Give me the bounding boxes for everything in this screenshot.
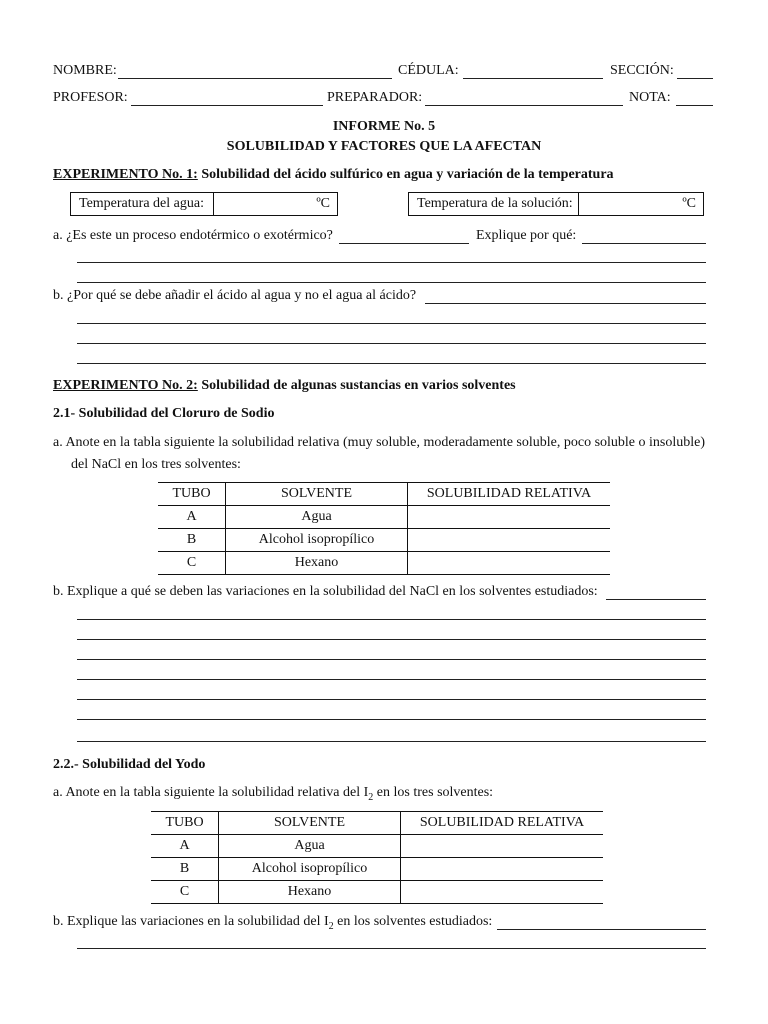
exp1-label: EXPERIMENTO No. 1: [53, 167, 198, 182]
answer-line[interactable] [77, 343, 706, 344]
profesor-label: PROFESOR: [53, 90, 128, 105]
solubilidad-input-cell[interactable] [401, 835, 604, 858]
exp1-explain-label: Explique por qué: [476, 228, 577, 243]
answer-line[interactable] [77, 659, 706, 660]
column-header-solubilidad: SOLUBILIDAD RELATIVA [401, 812, 604, 835]
column-header-solvente: SOLVENTE [226, 483, 408, 506]
water-temp-label: Temperatura del agua: [71, 193, 214, 215]
water-temp-box [70, 192, 338, 216]
table-header-row [151, 812, 603, 835]
water-temp-unit: ºC [316, 196, 330, 211]
s22-question-a-text-end: en los tres solventes: [373, 785, 494, 800]
solvente-cell: Alcohol isopropílico [226, 529, 408, 552]
table-row [151, 835, 603, 858]
s22-question-b-text: b. Explique las variaciones en la solubilidad del I [53, 914, 329, 929]
table-row [158, 552, 610, 575]
solution-temp-unit: ºC [682, 196, 696, 211]
answer-line[interactable] [77, 719, 706, 720]
tubo-cell: C [158, 552, 226, 575]
answer-line[interactable] [77, 699, 706, 700]
nota-label: NOTA: [629, 90, 671, 105]
solubilidad-input-cell[interactable] [408, 552, 611, 575]
iodine-subscript: 2 [328, 920, 334, 932]
column-header-solubilidad: SOLUBILIDAD RELATIVA [408, 483, 611, 506]
solubilidad-input-cell[interactable] [408, 506, 611, 529]
exp1-answer-b-line[interactable] [425, 303, 706, 304]
iodine-subscript: 2 [368, 791, 374, 803]
solvente-cell: Alcohol isopropílico [219, 858, 401, 881]
report-title: SOLUBILIDAD Y FACTORES QUE LA AFECTAN [226, 139, 542, 154]
table-row [151, 881, 603, 904]
cedula-label: CÉDULA: [398, 63, 459, 78]
table-row [158, 506, 610, 529]
answer-line[interactable] [77, 363, 706, 364]
preparador-label: PREPARADOR: [327, 90, 423, 105]
cedula-field[interactable] [463, 78, 603, 79]
column-header-tubo: TUBO [151, 812, 219, 835]
exp1-question-a: a. ¿Es este un proceso endotérmico o exotérmico? [53, 228, 333, 243]
table-header-row [158, 483, 610, 506]
section-2-2-heading: 2.2.- Solubilidad del Yodo [53, 757, 206, 772]
answer-line[interactable] [77, 282, 706, 283]
seccion-field[interactable] [677, 78, 713, 79]
answer-line[interactable] [77, 619, 706, 620]
column-header-tubo: TUBO [158, 483, 226, 506]
s22-question-b-text-end: en los solventes estudiados: [333, 914, 493, 929]
tubo-cell: B [158, 529, 226, 552]
preparador-field[interactable] [425, 105, 623, 106]
s21-question-b: b. Explique a qué se deben las variaciones en la solubilidad del NaCl en los solventes estudiados: [53, 584, 598, 599]
exp1-heading [53, 167, 614, 183]
solvente-cell: Hexano [226, 552, 408, 575]
solvente-cell: Agua [219, 835, 401, 858]
report-number: INFORME No. 5 [332, 119, 436, 134]
tubo-cell: A [151, 835, 219, 858]
s21-answer-b-line[interactable] [606, 599, 706, 600]
solution-temp-box [408, 192, 704, 216]
answer-line[interactable] [77, 262, 706, 263]
answer-line[interactable] [77, 323, 706, 324]
exp2-label: EXPERIMENTO No. 2: [53, 378, 198, 393]
tubo-cell: B [151, 858, 219, 881]
nombre-label: NOMBRE: [53, 63, 117, 78]
iodine-solubility-table [151, 811, 603, 904]
seccion-label: SECCIÓN: [610, 63, 674, 78]
solvente-cell: Hexano [219, 881, 401, 904]
profesor-field[interactable] [131, 105, 323, 106]
answer-line[interactable] [77, 639, 706, 640]
tubo-cell: A [158, 506, 226, 529]
exp1-answer-a-type[interactable] [339, 243, 469, 244]
s22-question-a-text: a. Anote en la tabla siguiente la solubilidad relativa del I [53, 785, 369, 800]
exp1-question-b: b. ¿Por qué se debe añadir el ácido al agua y no el agua al ácido? [53, 288, 417, 303]
solvente-cell: Agua [226, 506, 408, 529]
nota-field[interactable] [676, 105, 713, 106]
solubilidad-input-cell[interactable] [401, 858, 604, 881]
solution-temp-label: Temperatura de la solución: [409, 193, 579, 215]
table-row [158, 529, 610, 552]
s21-question-a-line2: del NaCl en los tres solventes: [71, 457, 241, 472]
exp1-answer-a-line[interactable] [582, 243, 706, 244]
s22-question-a [53, 785, 493, 803]
s22-answer-b-line[interactable] [497, 929, 706, 930]
exp2-title: Solubilidad de algunas sustancias en varios solventes [197, 378, 516, 393]
exp2-heading [53, 378, 516, 394]
nombre-field[interactable] [118, 78, 392, 79]
solubilidad-input-cell[interactable] [401, 881, 604, 904]
answer-line[interactable] [77, 741, 706, 742]
nacl-solubility-table [158, 482, 610, 575]
s22-question-b [53, 914, 492, 932]
column-header-solvente: SOLVENTE [219, 812, 401, 835]
solution-temp-input[interactable] [579, 193, 704, 215]
table-row [151, 858, 603, 881]
exp1-title: Solubilidad del ácido sulfúrico en agua y variación de la temperatura [197, 167, 614, 182]
s21-question-a-line1: a. Anote en la tabla siguiente la solubilidad relativa (muy soluble, moderadamente soluble, poco soluble o insoluble) [53, 435, 706, 450]
tubo-cell: C [151, 881, 219, 904]
section-2-1-heading: 2.1- Solubilidad del Cloruro de Sodio [53, 406, 275, 421]
answer-line[interactable] [77, 679, 706, 680]
water-temp-input[interactable] [214, 193, 338, 215]
solubilidad-input-cell[interactable] [408, 529, 611, 552]
answer-line[interactable] [77, 948, 706, 949]
